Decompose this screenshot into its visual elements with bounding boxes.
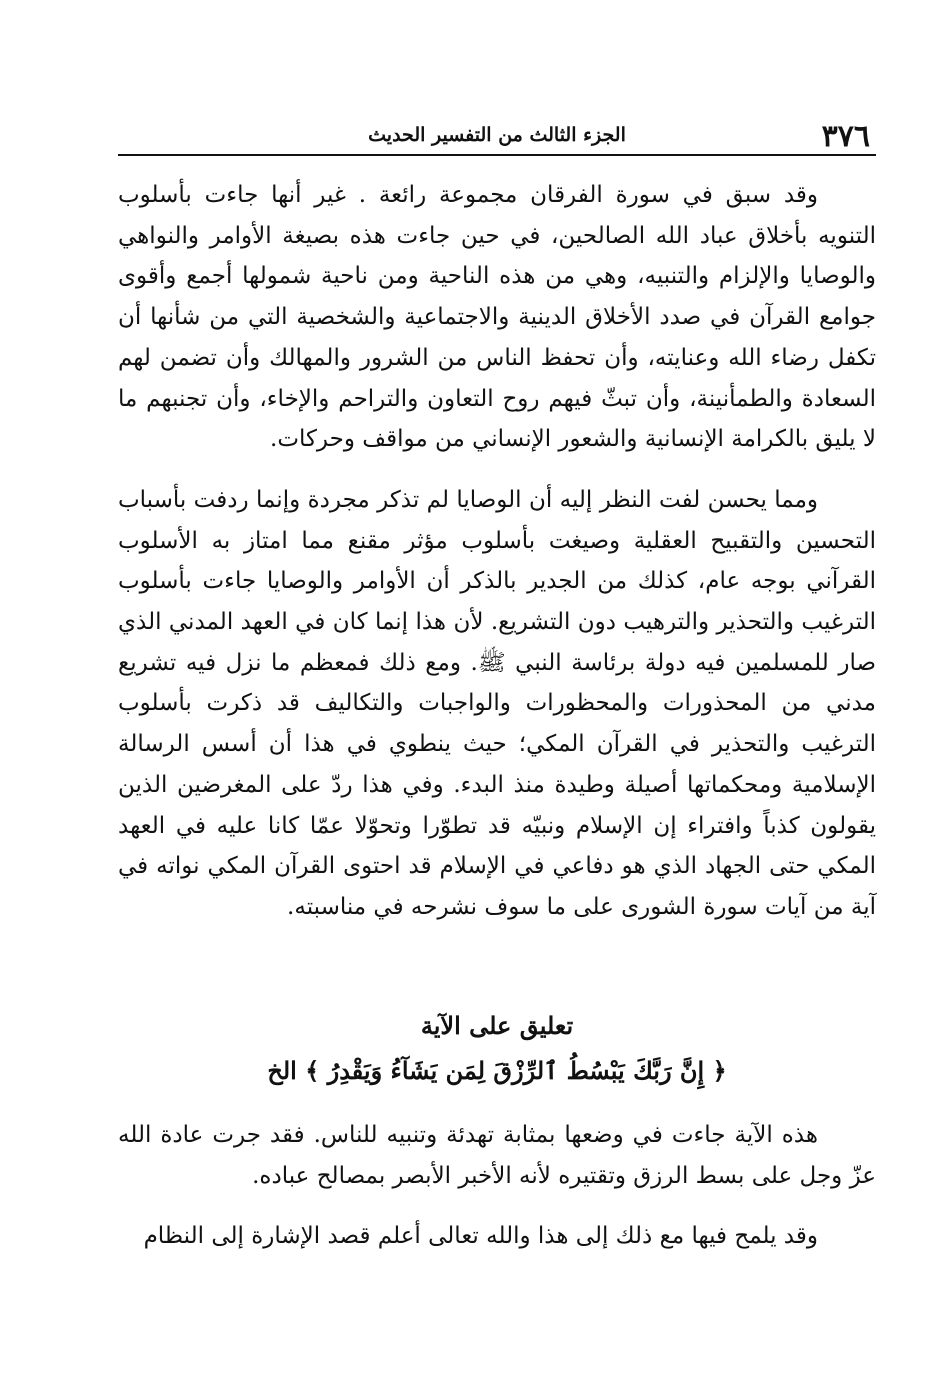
section-heading: تعليق على الآية	[420, 1011, 574, 1040]
running-title: الجزء الثالث من التفسير الحديث	[368, 124, 626, 146]
paragraph: ومما يحسن لفت النظر إليه أن الوصايا لم تذكر مجردة وإنما ردفت بأسباب التحسين والتقبيح العقلية وصيغت بأسلوب مؤثر مقنع مما امتاز به الأسلوب القرآني بوجه عام، كذلك من الجدير بالذكر أن الأوامر والوصايا جاءت بأسلوب الترغيب والتحذير والترهيب دون التشريع. لأن هذا إنما كان في العهد المدني الذي صار للمسلمين فيه دولة برئاسة النبي ﷺ. ومع ذلك فمعظم ما نزل فيه تشريع مدني من المحذورات والمحظورات والواجبات والتكاليف قد ذكرت بأسلوب الترغيب والتحذير في القرآن المكي؛ حيث ينطوي في هذا أن أسس الرسالة الإسلامية ومحكماتها أصيلة وطيدة منذ البدء. وفي هذا ردّ على المغرضين الذين يقولون كذباً وافتراء إن الإسلام ونبيّه قد تطوّرا وتحوّلا عمّا كانا عليه في العهد المكي حتى الجهاد الذي هو دفاعي في الإسلام قد احتوى القرآن المكي نواته في آية من آيات سورة الشورى على ما سوف نشرحه في مناسبته.	[118, 486, 876, 920]
page-header	[118, 120, 876, 156]
quran-verse: ﴿ إِنَّ رَبَّكَ يَبْسُطُ ٱلرِّزْقَ لِمَن يَشَآءُ وَيَقْدِرُ ﴾ الخ	[267, 1056, 727, 1085]
paragraph: وقد سبق في سورة الفرقان مجموعة رائعة . غير أنها جاءت بأسلوب التنويه بأخلاق عباد الله الصالحين، في حين جاءت هذه بصيغة الأوامر والنواهي والوصايا والإلزام والتنبيه، وهي من هذه الناحية ومن ناحية شمولها أجمع وأقوى جوامع القرآن في صدد الأخلاق الدينية والاجتماعية والشخصية التي من شأنها أن تكفل رضاء الله وعنايته، وأن تحفظ الناس من الشرور والمهالك وأن تضمن لهم السعادة والطمأنينة، وأن تبثّ فيهم روح التعاون والتراحم والإخاء، وأن تجنبهم ما لا يليق بالكرامة الإنسانية والشعور الإنساني من مواقف وحركات.	[118, 182, 876, 453]
paragraph: هذه الآية جاءت في وضعها بمثابة تهدئة وتنبيه للناس. فقد جرت عادة الله عزّ وجل على بسط الرزق وتقتيره لأنه الأخبر الأبصر بمصالح عباده.	[118, 1122, 876, 1189]
page-number: ٣٧٦	[821, 119, 870, 154]
main-text	[118, 175, 876, 928]
commentary-text	[118, 1115, 876, 1257]
paragraph: وقد يلمح فيها مع ذلك إلى هذا والله تعالى أعلم قصد الإشارة إلى النظام	[143, 1223, 818, 1250]
